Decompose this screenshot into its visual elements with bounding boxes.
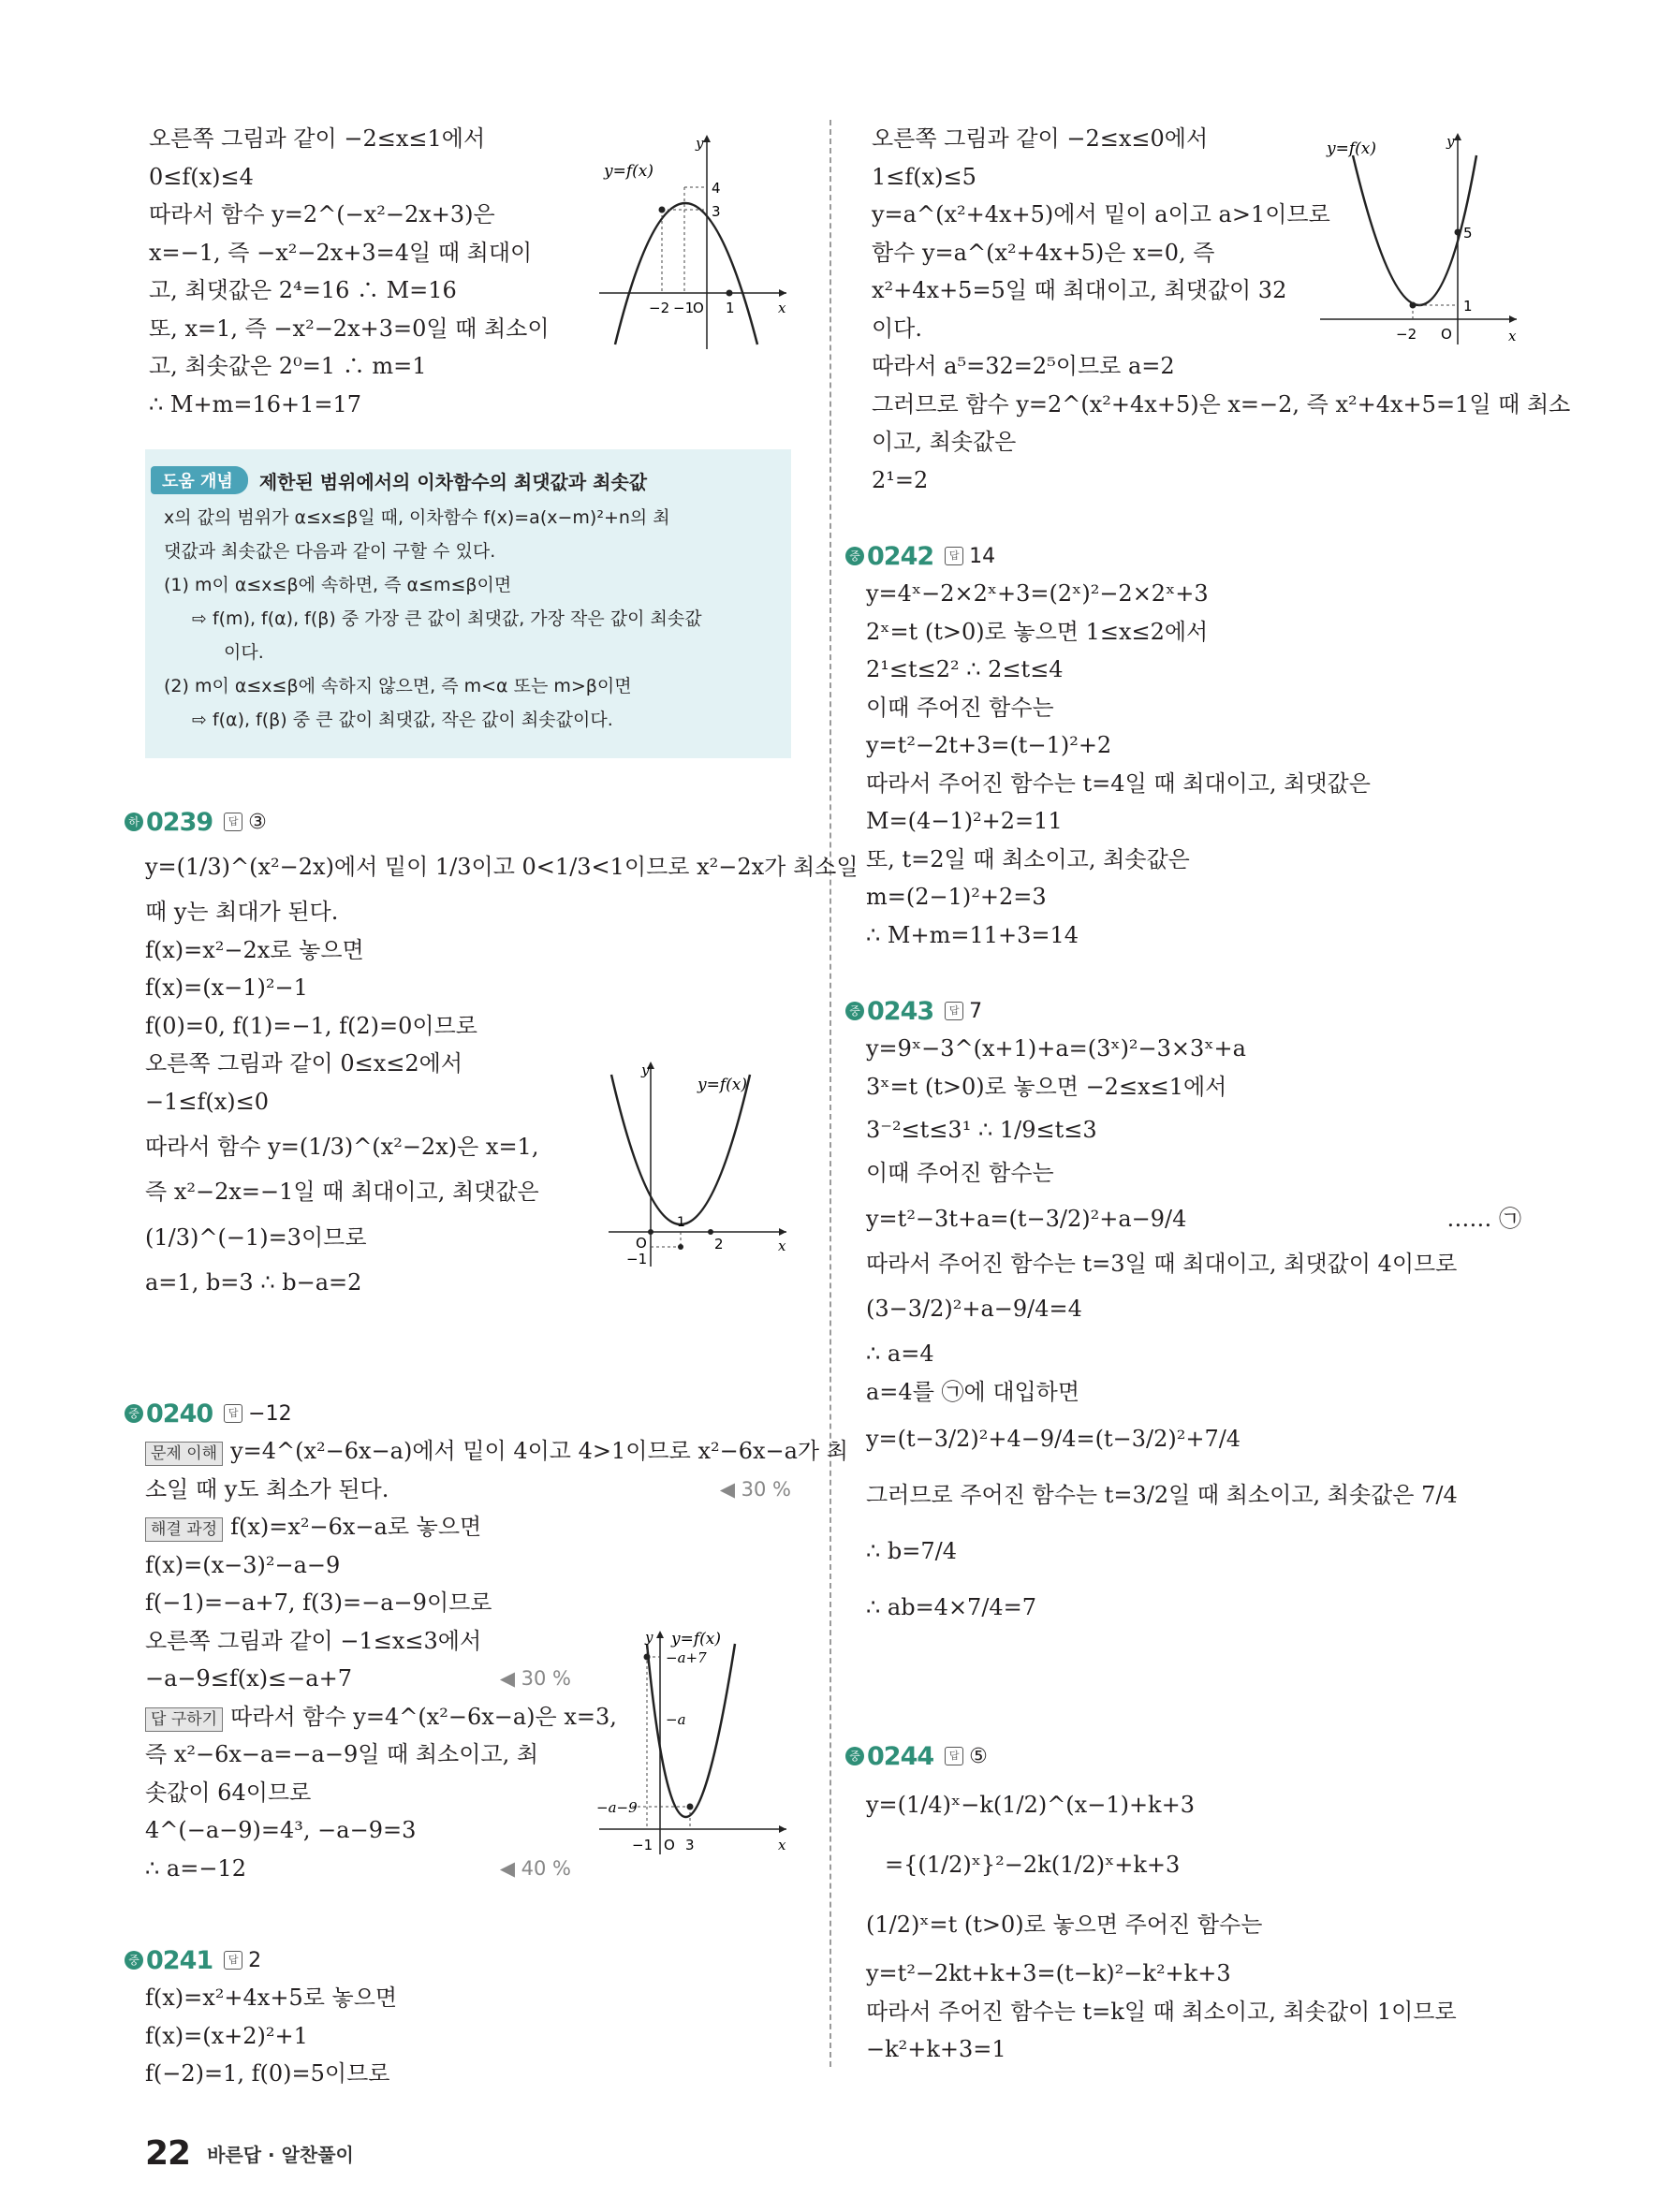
svg-text:−a: −a (666, 1711, 686, 1728)
step-tag: 문제 이해 (145, 1442, 223, 1466)
solution-line: 따라서 주어진 함수는 t=4일 때 최대이고, 최댓값은 (866, 769, 1371, 797)
svg-text:x: x (778, 300, 786, 316)
solution-line: ∴ a=4 (866, 1340, 934, 1367)
solution-line: y=4ˣ−2×2ˣ+3=(2ˣ)²−2×2ˣ+3 (866, 580, 1209, 607)
problem-number: 0242 (867, 541, 934, 571)
solution-line: 0≤f(x)≤4 (149, 163, 254, 190)
solution-line: y=t²−3t+a=(t−3/2)²+a−9/4 (866, 1205, 1187, 1232)
solution-line: 또, t=2일 때 최소이고, 최솟값은 (866, 845, 1190, 872)
problem-header (845, 537, 1521, 575)
answer-value: ⑤ (969, 1744, 988, 1768)
solution-line: 때 y는 최대가 된다. (145, 899, 339, 925)
problem-header (125, 1941, 791, 1979)
solution-line: 4^(−a−9)=4³, −a−9=3 (145, 1817, 417, 1843)
page-footer (145, 2134, 354, 2173)
solution-line: 고, 최댓값은 2⁴=16 ∴ M=16 (149, 277, 457, 303)
level-badge: 중 (845, 1747, 864, 1765)
curve-label: y=f(x) (671, 1630, 721, 1648)
solution-line: f(0)=0, f(1)=−1, f(2)=0이므로 (145, 1012, 477, 1039)
svg-text:3: 3 (685, 1837, 695, 1853)
svg-text:−2: −2 (1396, 326, 1417, 343)
answer-value: −12 (248, 1401, 292, 1426)
answer-value: 7 (969, 999, 983, 1023)
svg-text:x: x (778, 1837, 786, 1853)
svg-text:−a−9: −a−9 (596, 1799, 638, 1816)
svg-text:x: x (778, 1238, 786, 1254)
answer-icon: 답 (224, 1951, 242, 1970)
problem-number: 0240 (146, 1399, 213, 1428)
solution-line: 따라서 함수 y=4^(x²−6x−a)은 x=3, (230, 1703, 617, 1730)
solution-line: y=4^(x²−6x−a)에서 밑이 4이고 4>1이므로 x²−6x−a가 최 (230, 1438, 848, 1464)
problem-header (845, 1737, 1521, 1775)
solution-line: f(x)=x²+4x+5로 놓으면 (145, 1985, 398, 2011)
problem-number: 0241 (146, 1945, 213, 1975)
svg-text:−a+7: −a+7 (666, 1649, 707, 1666)
solution-line: 2¹≤t≤2² ∴ 2≤t≤4 (866, 656, 1064, 682)
solution-line: 이때 주어진 함수는 (866, 1160, 1054, 1186)
answer-icon: 답 (224, 813, 242, 831)
solution-line: 오른쪽 그림과 같이 −2≤x≤0에서 (872, 125, 1209, 152)
curve-label: y=f(x) (604, 162, 653, 181)
problem-number: 0244 (867, 1741, 934, 1771)
solution-line: 즉 x²−6x−a=−a−9일 때 최소이고, 최 (145, 1741, 539, 1767)
solution-line: 따라서 주어진 함수는 t=k일 때 최소이고, 최솟값이 1이므로 (866, 1998, 1457, 2025)
solution-line: y=a^(x²+4x+5)에서 밑이 a이고 a>1이므로 (872, 201, 1330, 227)
score-percent: ◀ 30 % (499, 1667, 571, 1690)
solution-line: f(−1)=−a+7, f(3)=−a−9이므로 (145, 1589, 492, 1616)
svg-text:1: 1 (726, 300, 735, 316)
solution-line: f(x)=(x+2)²+1 (145, 2022, 308, 2049)
solution-line: 소일 때 y도 최소가 된다. (145, 1475, 389, 1502)
solution-line: 솟값이 64이므로 (145, 1779, 312, 1806)
problem-header (125, 803, 791, 841)
curve-label: y=f(x) (697, 1076, 747, 1094)
solution-line: 즉 x²−2x=−1일 때 최대이고, 최댓값은 (145, 1179, 539, 1205)
problem-number: 0243 (867, 996, 934, 1026)
answer-value: ③ (248, 810, 267, 834)
solution-line: f(x)=x²−2x로 놓으면 (145, 936, 364, 963)
solution-line: 오른쪽 그림과 같이 0≤x≤2에서 (145, 1050, 463, 1077)
solution-line: 이고, 최솟값은 (872, 429, 1017, 455)
svg-text:1: 1 (1463, 298, 1473, 315)
equation-mark: …… ㉠ (1446, 1205, 1521, 1232)
concept-line: 이다. (224, 642, 264, 663)
curve-label: y=f(x) (1327, 139, 1376, 158)
problem-0242 (849, 537, 1521, 954)
problem-0243 (849, 992, 1521, 1635)
solution-line: 따라서 함수 y=2^(−x²−2x+3)은 (149, 201, 495, 227)
score-percent: ◀ 40 % (499, 1856, 571, 1880)
solution-line: y=t²−2kt+k+3=(t−k)²−k²+k+3 (866, 1960, 1231, 1986)
intro-solution-left (149, 120, 550, 423)
column-divider (830, 120, 831, 2067)
page-number: 22 (145, 2134, 191, 2173)
step-tag: 해결 과정 (145, 1517, 223, 1542)
parabola-graph-0240 (595, 1625, 791, 1859)
problem-0244 (849, 1737, 1521, 2069)
solution-line: 이때 주어진 함수는 (866, 694, 1054, 721)
solution-line: x=−1, 즉 −x²−2x+3=4일 때 최대이 (149, 239, 533, 266)
solution-line: −1≤f(x)≤0 (145, 1088, 270, 1115)
solution-line: ={(1/2)ˣ}²−2k(1/2)ˣ+k+3 (885, 1852, 1181, 1878)
level-badge: 중 (125, 1951, 143, 1970)
svg-text:y: y (641, 1062, 650, 1078)
solution-line: y=(t−3/2)²+4−9/4=(t−3/2)²+7/4 (866, 1426, 1241, 1452)
step-tag: 답 구하기 (145, 1707, 223, 1732)
solution-line: 2¹=2 (872, 466, 929, 493)
solution-line: y=t²−2t+3=(t−1)²+2 (866, 732, 1112, 758)
solution-line: m=(2−1)²+2=3 (866, 884, 1047, 910)
solution-line: (1/2)ˣ=t (t>0)로 놓으면 주어진 함수는 (866, 1912, 1263, 1938)
solution-line: f(x)=x²−6x−a로 놓으면 (230, 1514, 482, 1540)
svg-text:4: 4 (712, 180, 721, 197)
solution-line: ∴ ab=4×7/4=7 (866, 1594, 1037, 1620)
svg-text:−2: −2 (649, 300, 670, 316)
solution-line: a=4를 ㉠에 대입하면 (866, 1378, 1080, 1405)
solution-line: 오른쪽 그림과 같이 −1≤x≤3에서 (145, 1627, 482, 1654)
solution-line: y=(1/3)^(x²−2x)에서 밑이 1/3이고 0<1/3<1이므로 x²−2x가 최소일 (145, 854, 859, 880)
answer-icon: 답 (945, 1002, 963, 1020)
svg-text:y: y (645, 1629, 653, 1646)
solution-line: ∴ a=−12 (145, 1854, 246, 1882)
level-badge: 중 (845, 547, 864, 565)
answer-icon: 답 (945, 1747, 963, 1765)
solution-line: f(x)=(x−1)²−1 (145, 974, 308, 1001)
solution-line: 그러므로 함수 y=2^(x²+4x+5)은 x=−2, 즉 x²+4x+5=1일 때 최소 (872, 390, 1571, 417)
svg-text:x: x (1508, 328, 1517, 344)
svg-text:−1: −1 (673, 300, 695, 316)
svg-text:3: 3 (712, 203, 721, 220)
problem-number: 0239 (146, 807, 213, 837)
book-title: 바른답 · 알찬풀이 (207, 2144, 354, 2166)
solution-line: 따라서 함수 y=(1/3)^(x²−2x)은 x=1, (145, 1134, 539, 1160)
svg-text:O: O (664, 1837, 675, 1853)
answer-value: 14 (969, 544, 996, 568)
solution-line: 그러므로 주어진 함수는 t=3/2일 때 최소이고, 최솟값은 7/4 (866, 1482, 1458, 1508)
svg-text:−1: −1 (632, 1837, 653, 1853)
solution-line: M=(4−1)²+2=11 (866, 808, 1063, 834)
solution-line: 따라서 a⁵=32=2⁵이므로 a=2 (872, 353, 1175, 379)
svg-text:1: 1 (677, 1215, 685, 1230)
solution-line: 1≤f(x)≤5 (872, 163, 976, 190)
problem-header (125, 1395, 791, 1432)
concept-line: (2) m이 α≤x≤β에 속하지 않으면, 즉 m<α 또는 m>β이면 (164, 676, 632, 696)
solution-line: x²+4x+5=5일 때 최대이고, 최댓값이 32 (872, 277, 1287, 303)
parabola-graph-1 (595, 129, 791, 354)
solution-line: 함수 y=a^(x²+4x+5)은 x=0, 즉 (872, 239, 1215, 266)
solution-line: −a−9≤f(x)≤−a+7 (145, 1665, 352, 1692)
solution-line: 3⁻²≤t≤3¹ ∴ 1/9≤t≤3 (866, 1117, 1097, 1143)
answer-icon: 답 (224, 1404, 242, 1423)
concept-line: ⇨ f(m), f(α), f(β) 중 가장 큰 값이 최댓값, 가장 작은 값이 최솟값 (192, 608, 702, 629)
solution-line: 고, 최솟값은 2⁰=1 ∴ m=1 (149, 353, 427, 379)
svg-text:O: O (1441, 326, 1452, 343)
solution-line: y=9ˣ−3^(x+1)+a=(3ˣ)²−3×3ˣ+a (866, 1035, 1246, 1062)
concept-box (145, 449, 791, 758)
problem-header (845, 992, 1521, 1030)
solution-line: 또, x=1, 즉 −x²−2x+3=0일 때 최소이 (149, 315, 550, 342)
solution-line: 따라서 주어진 함수는 t=3일 때 최대이고, 최댓값이 4이므로 (866, 1250, 1458, 1277)
solution-line: −k²+k+3=1 (866, 2036, 1006, 2062)
svg-text:y: y (696, 135, 704, 152)
level-badge: 중 (845, 1002, 864, 1020)
answer-value: 2 (248, 1948, 262, 1972)
level-badge: 하 (125, 813, 143, 831)
solution-line: (1/3)^(−1)=3이므로 (145, 1223, 367, 1251)
svg-text:2: 2 (714, 1236, 724, 1252)
svg-text:O: O (693, 300, 704, 316)
solution-line: 오른쪽 그림과 같이 −2≤x≤1에서 (149, 125, 486, 152)
concept-line: ⇨ f(α), f(β) 중 큰 값이 최댓값, 작은 값이 최솟값이다. (192, 710, 613, 730)
problem-0241 (128, 1941, 791, 2093)
svg-text:O: O (636, 1235, 647, 1252)
concept-badge: 도움 개념 (151, 466, 248, 494)
solution-line: 3ˣ=t (t>0)로 놓으면 −2≤x≤1에서 (866, 1073, 1227, 1100)
solution-line: f(x)=(x−3)²−a−9 (145, 1551, 341, 1578)
solution-line: ∴ M+m=16+1=17 (149, 390, 362, 417)
svg-text:−1: −1 (626, 1251, 648, 1267)
solution-line: ∴ b=7/4 (866, 1538, 957, 1564)
solution-line: y=(1/4)ˣ−k(1/2)^(x−1)+k+3 (866, 1792, 1195, 1818)
concept-line: 댓값과 최솟값은 다음과 같이 구할 수 있다. (164, 541, 496, 562)
concept-title: 제한된 범위에서의 이차함수의 최댓값과 최솟값 (258, 470, 648, 493)
level-badge: 중 (125, 1404, 143, 1423)
solution-line: (3−3/2)²+a−9/4=4 (866, 1296, 1082, 1322)
concept-line: x의 값의 범위가 α≤x≤β일 때, 이차함수 f(x)=a(x−m)²+n의 최 (164, 507, 670, 528)
solution-line: a=1, b=3 ∴ b−a=2 (145, 1268, 362, 1296)
solution-line: 2ˣ=t (t>0)로 놓으면 1≤x≤2에서 (866, 618, 1209, 645)
parabola-graph-0239 (604, 1056, 791, 1271)
solution-line: 이다. (872, 315, 922, 342)
parabola-graph-right (1315, 127, 1521, 352)
score-percent: ◀ 30 % (719, 1477, 791, 1501)
svg-text:5: 5 (1463, 225, 1473, 242)
solution-line: f(−2)=1, f(0)=5이므로 (145, 2060, 390, 2087)
answer-icon: 답 (945, 547, 963, 565)
svg-text:y: y (1446, 133, 1455, 150)
concept-line: (1) m이 α≤x≤β에 속하면, 즉 α≤m≤β이면 (164, 575, 512, 595)
solution-line: ∴ M+m=11+3=14 (866, 921, 1079, 948)
